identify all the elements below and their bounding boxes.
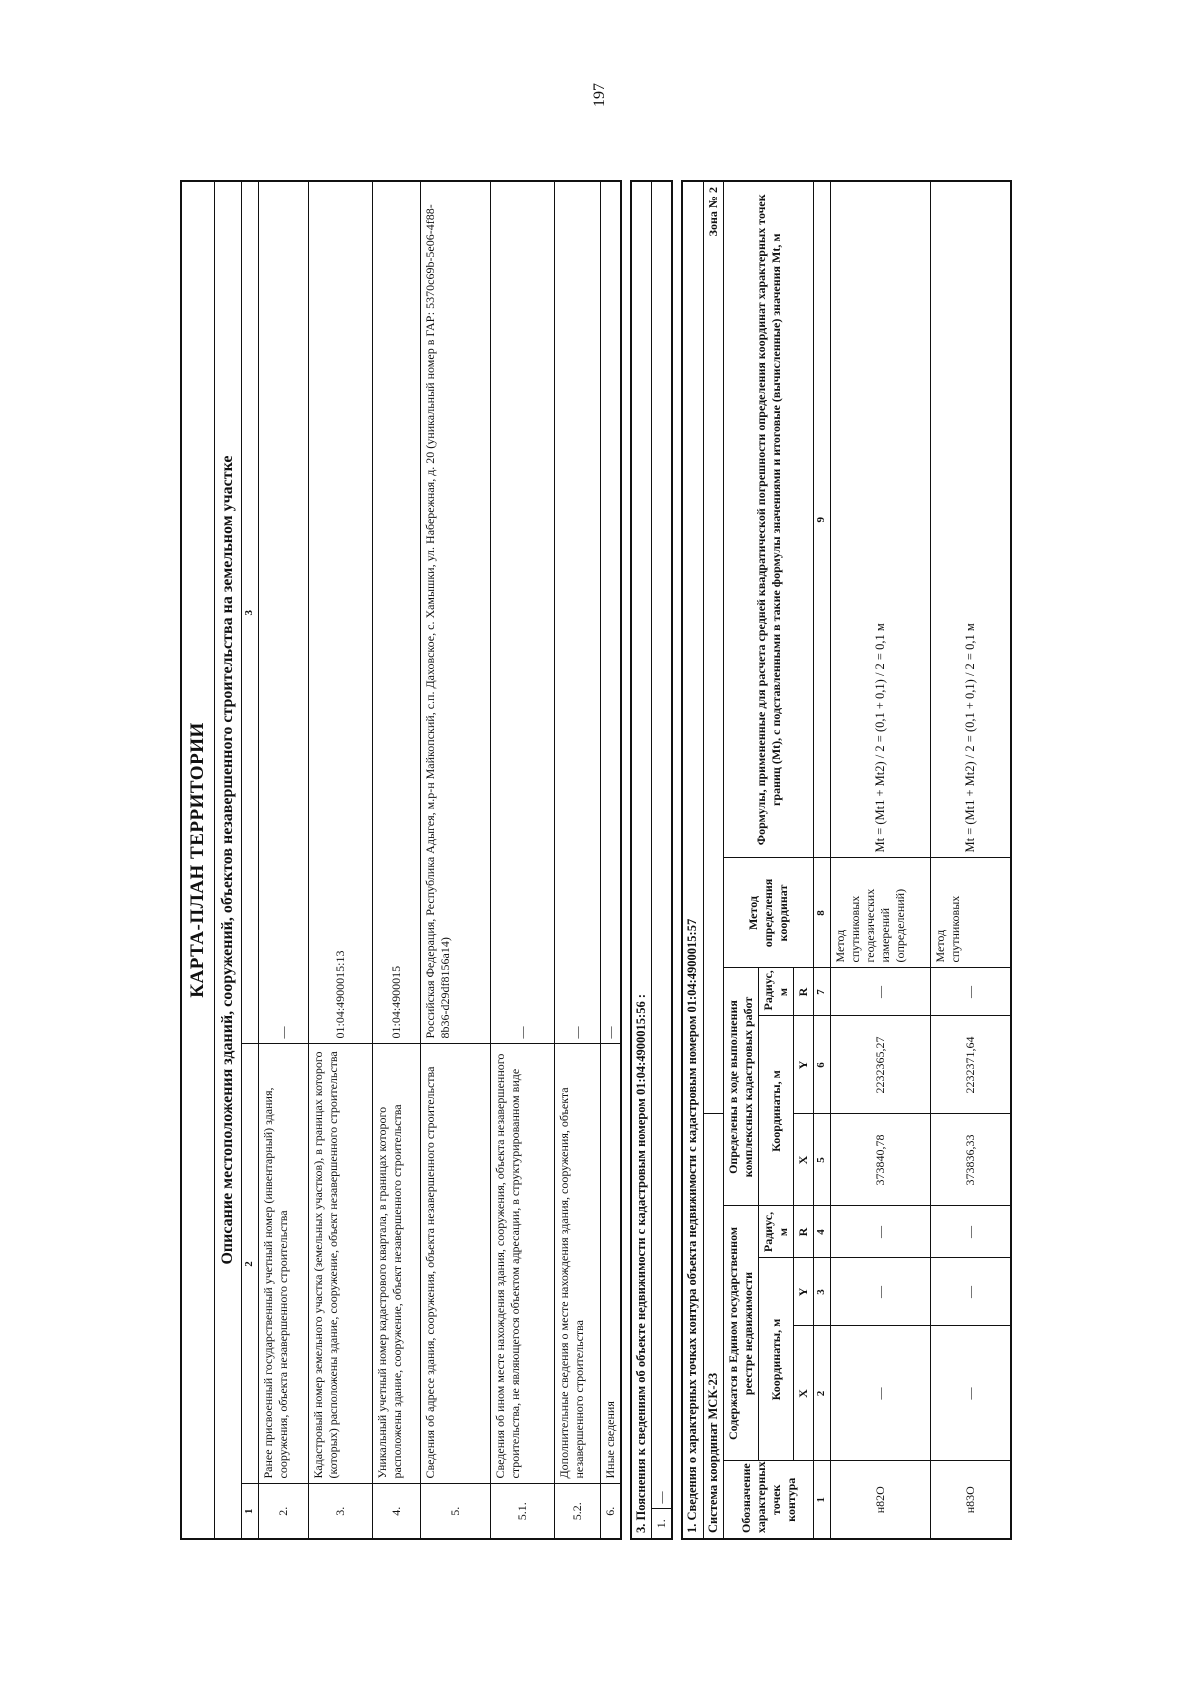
- column-number: 6: [814, 1016, 831, 1114]
- row-number: 4.: [372, 1484, 420, 1539]
- table-row: [258, 181, 308, 1539]
- header-x: X: [794, 1326, 814, 1461]
- row-value: —: [554, 181, 600, 1044]
- header-egrn-group: Содержатся в Едином государственном реестре недвижимости: [724, 1206, 759, 1461]
- page-title: КАРТА-ПЛАН ТЕРРИТОРИИ: [181, 181, 214, 1539]
- point-r-egrn: —: [831, 1206, 931, 1258]
- table-row: [831, 181, 931, 1539]
- row-value: —: [600, 181, 621, 1044]
- table-row: [554, 181, 600, 1539]
- page-number: 197: [591, 83, 608, 107]
- row-value: 01:04:4900015:13: [308, 181, 372, 1044]
- point-formula: Mt = (Mt1 + Mt2) / 2 = (0,1 + 0,1) / 2 = 0,1 м: [931, 181, 1011, 858]
- header-formula: Формулы, примененные для расчета средней квадратической погрешности определения координат характерных точек границ (Mt), с подставленными в такие формулы значениями и итоговые (вычисленные) значения Mt, м: [724, 181, 814, 858]
- description-table: [180, 180, 622, 1540]
- row-label: Кадастровый номер земельного участка (земельных участков), в границах которого (которых) расположены здание, сооружение, объект незавершенного строительства: [308, 1044, 372, 1484]
- header-work-group: Определены в ходе выполнения комплексных кадастровых работ: [724, 968, 759, 1206]
- kartaplan-sheet: [180, 180, 1040, 1540]
- notes-table: [630, 180, 674, 1540]
- row-value: —: [258, 181, 308, 1044]
- column-number: 2: [241, 1044, 258, 1484]
- point-y: 2232371,64: [931, 1016, 1011, 1114]
- point-x-egrn: —: [831, 1326, 931, 1461]
- table-row: [600, 181, 621, 1539]
- column-number: 3: [814, 1258, 831, 1326]
- header-r: R: [794, 1206, 814, 1258]
- table-row: [931, 181, 1011, 1539]
- table-row: [420, 181, 490, 1539]
- header-radius-egrn: Радиус, м: [759, 1206, 794, 1258]
- point-name: н82О: [831, 1461, 931, 1539]
- table-row: [490, 181, 554, 1539]
- point-y: 2232365,27: [831, 1016, 931, 1114]
- row-value: —: [490, 181, 554, 1044]
- row-number: 5.2.: [554, 1484, 600, 1539]
- header-radius-work: Радиус, м: [759, 968, 794, 1016]
- zone-label: Зона № 2: [703, 181, 724, 1114]
- row-number: 6.: [600, 1484, 621, 1539]
- header-x: X: [794, 1114, 814, 1206]
- row-value: Российская Федерация, Республика Адыгея, м.р-н Майкопский, с.п. Даховское, с. Хамышки, ул. Набережная, д. 20 (уникальный номер в ГАР: 5370c69b-5e06-4f88-8b36-d29df8156a14): [420, 181, 490, 1044]
- column-number: 2: [814, 1326, 831, 1461]
- row-number: 1.: [652, 1509, 673, 1539]
- column-number: 1: [814, 1461, 831, 1539]
- header-method: Метод определения координат: [724, 858, 814, 968]
- header-designation: Обозначение характерных точек контура: [724, 1461, 814, 1539]
- coord-system: Система координат МСК-23: [703, 1114, 724, 1539]
- point-r: —: [931, 968, 1011, 1016]
- point-r-egrn: —: [931, 1206, 1011, 1258]
- column-number: 1: [241, 1484, 258, 1539]
- column-number: 3: [241, 181, 258, 1044]
- table-row: [308, 181, 372, 1539]
- points-table: [681, 180, 1012, 1540]
- header-r: R: [794, 968, 814, 1016]
- column-number: 4: [814, 1206, 831, 1258]
- notes-title: 3. Пояснения к сведениям об объекте недвижимости с кадастровым номером 01:04:4900015:56 :: [631, 181, 652, 1539]
- column-number: 9: [814, 181, 831, 858]
- row-value: 01:04:4900015: [372, 181, 420, 1044]
- points-title: 1. Сведения о характерных точках контура объекта недвижимости с кадастровым номером 01:04:4900015:57: [682, 181, 703, 1539]
- row-number: 5.1.: [490, 1484, 554, 1539]
- column-number: 7: [814, 968, 831, 1016]
- point-y-egrn: —: [831, 1258, 931, 1326]
- point-x: 373836,33: [931, 1114, 1011, 1206]
- page-subtitle: Описание местоположения зданий, сооружений, объектов незавершенного строительства на земельном участке: [214, 181, 241, 1539]
- row-number: 3.: [308, 1484, 372, 1539]
- column-number: 5: [814, 1114, 831, 1206]
- point-x-egrn: —: [931, 1326, 1011, 1461]
- row-label: Дополнительные сведения о месте нахождения здания, сооружения, объекта незавершенного строительства: [554, 1044, 600, 1484]
- row-label: Ранее присвоенный государственный учетный номер (инвентарный) здания, сооружения, объекта незавершенного строительства: [258, 1044, 308, 1484]
- point-y-egrn: —: [931, 1258, 1011, 1326]
- header-y: Y: [794, 1258, 814, 1326]
- row-label: Сведения об адресе здания, сооружения, объекта незавершенного строительства: [420, 1044, 490, 1484]
- row-label: Уникальный учетный номер кадастрового квартала, в границах которого расположены здание, сооружение, объект незавершенного строительства: [372, 1044, 420, 1484]
- point-formula: Mt = (Mt1 + Mt2) / 2 = (0,1 + 0,1) / 2 = 0,1 м: [831, 181, 931, 858]
- point-method: Метод спутниковых: [931, 858, 1011, 968]
- header-coords-work: Координаты, м: [759, 1016, 794, 1206]
- table-row: [372, 181, 420, 1539]
- row-number: 2.: [258, 1484, 308, 1539]
- point-x: 373840,78: [831, 1114, 931, 1206]
- row-value: —: [652, 181, 673, 1509]
- point-name: н83О: [931, 1461, 1011, 1539]
- header-coords-egrn: Координаты, м: [759, 1258, 794, 1461]
- row-number: 5.: [420, 1484, 490, 1539]
- column-number: 8: [814, 858, 831, 968]
- row-label: Иные сведения: [600, 1044, 621, 1484]
- table-row: [652, 181, 673, 1539]
- point-r: —: [831, 968, 931, 1016]
- row-label: Сведения об ином месте нахождения здания, сооружения, объекта незавершенного строительства, не являющегося объектом адресации, в структурированном виде: [490, 1044, 554, 1484]
- point-method: Метод спутниковых геодезических измерений (определений): [831, 858, 931, 968]
- header-y: Y: [794, 1016, 814, 1114]
